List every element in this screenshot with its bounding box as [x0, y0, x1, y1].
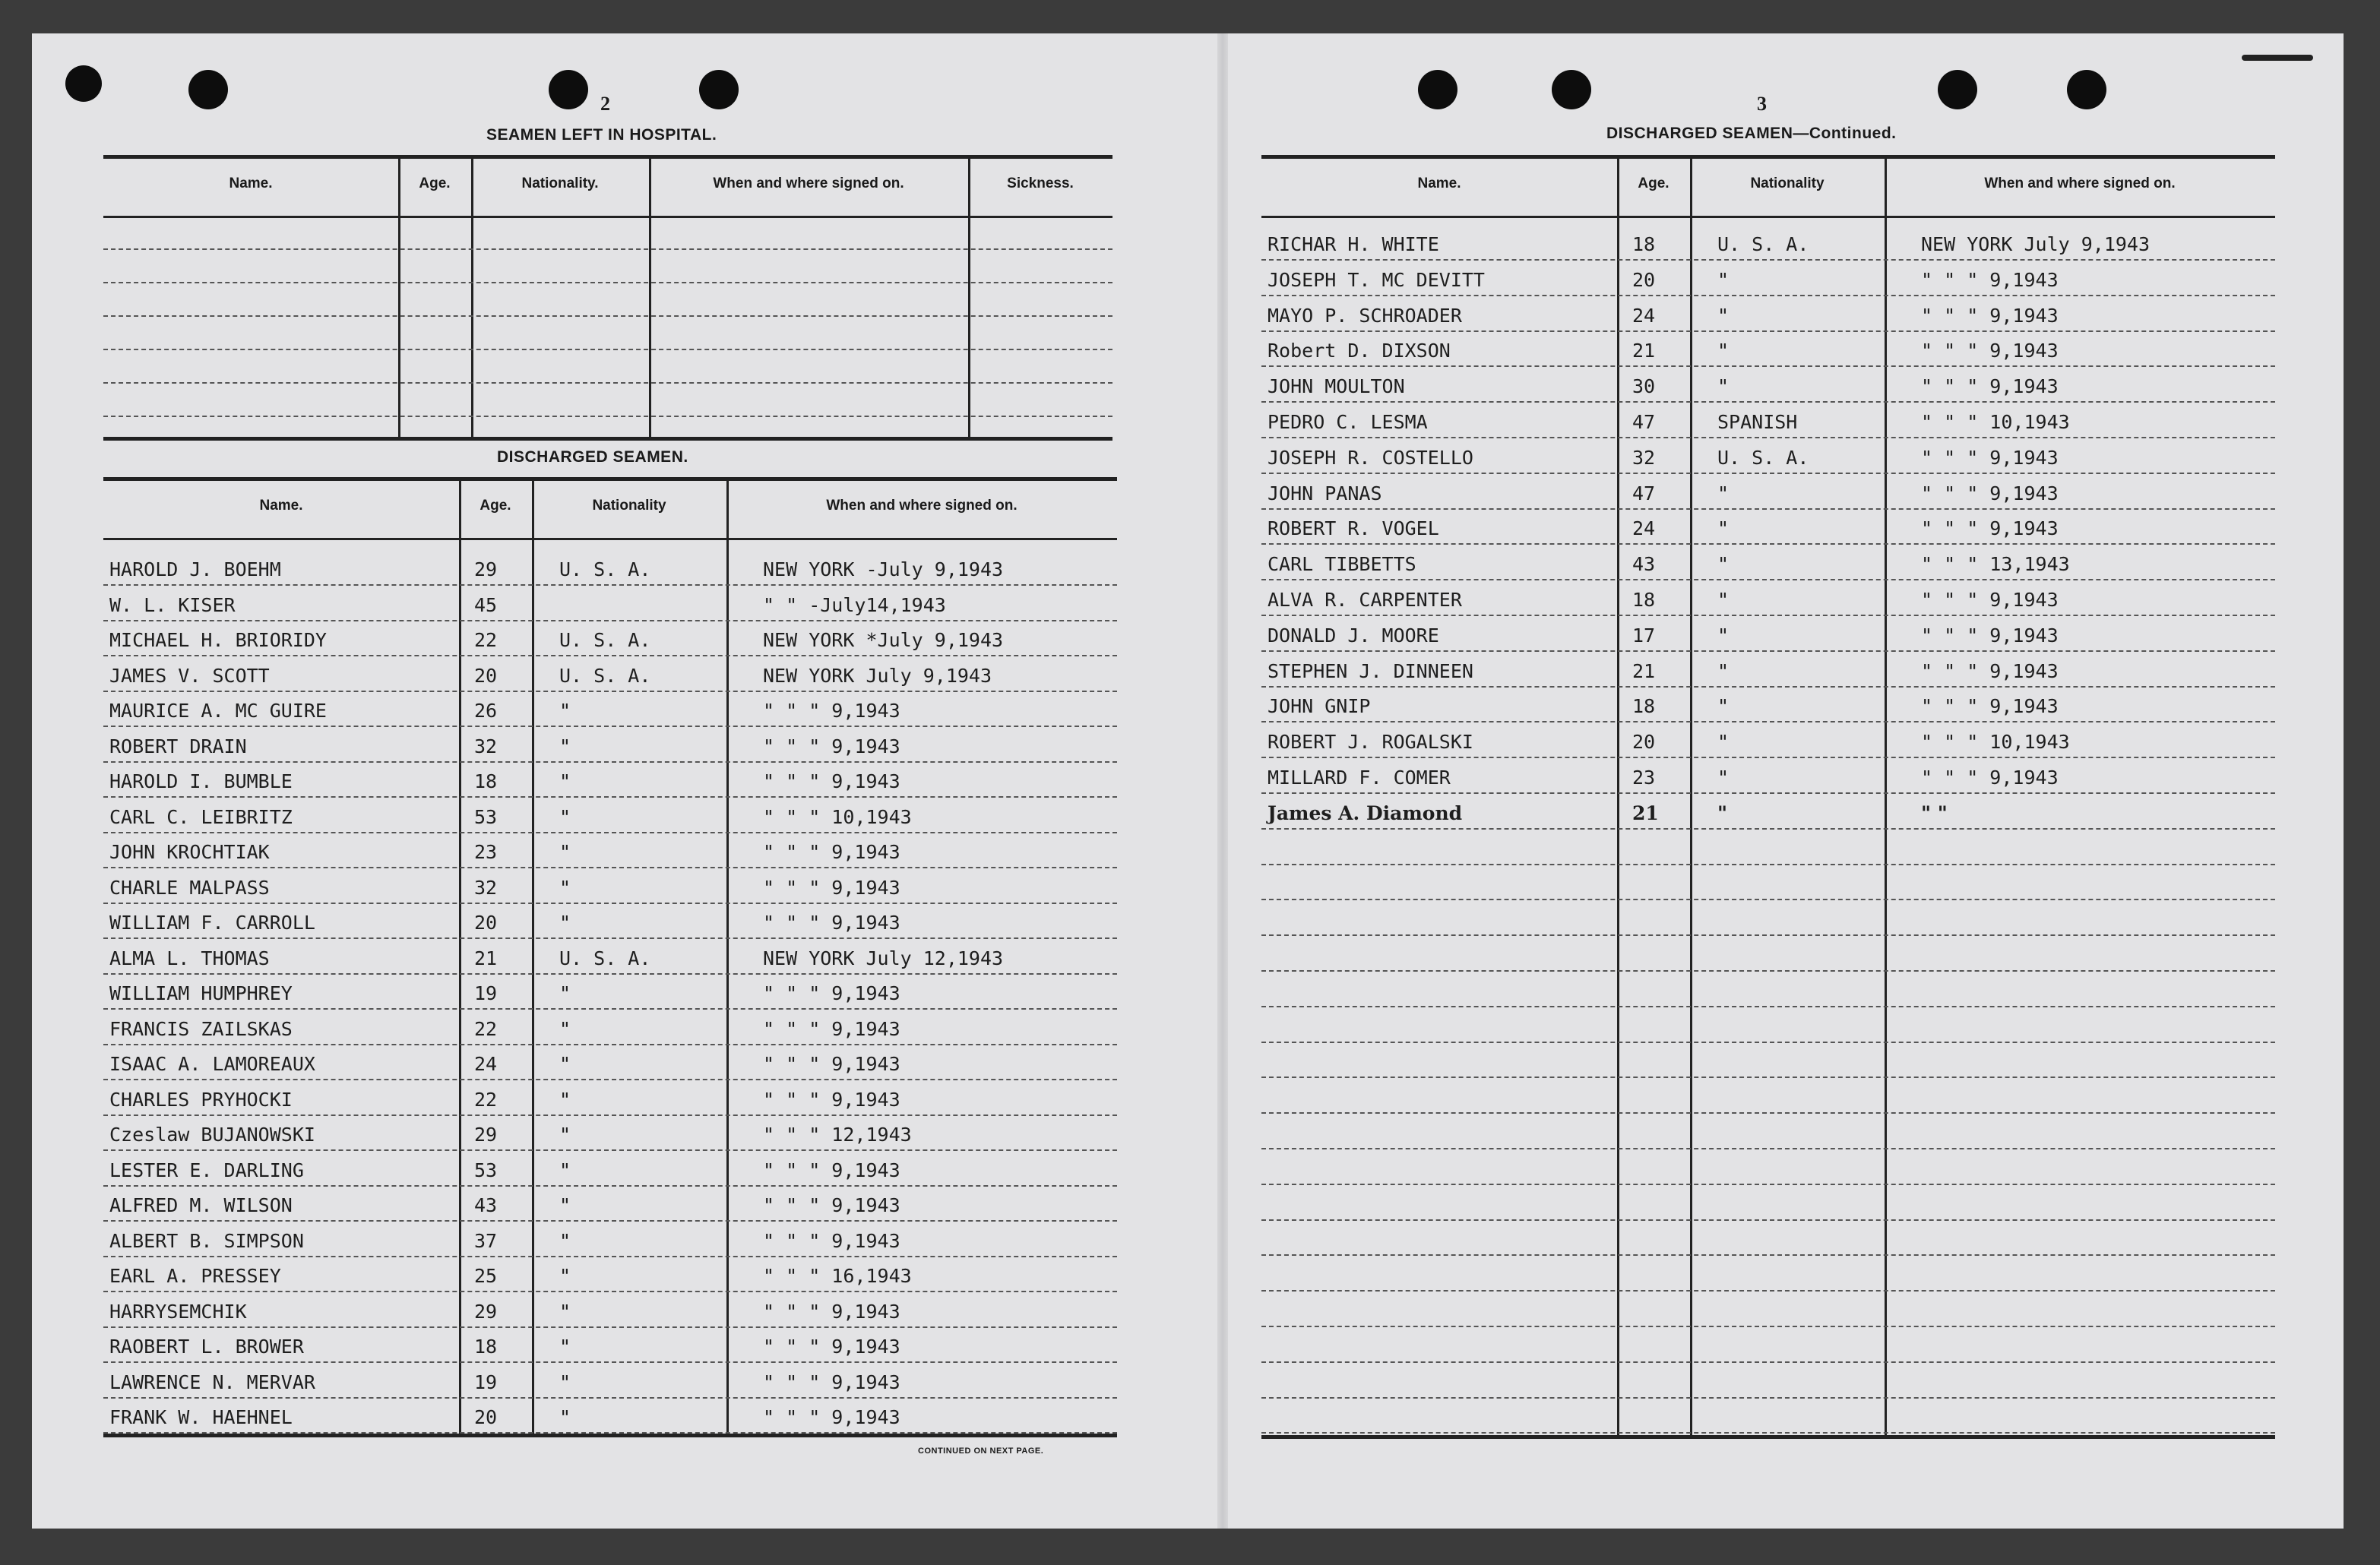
- cell-age: 21: [1632, 801, 1659, 824]
- cell-name: EARL A. PRESSEY: [109, 1265, 281, 1287]
- cell-age: 22: [474, 1088, 498, 1111]
- row-rule: [103, 1361, 1117, 1363]
- cell-nationality: ": [1717, 553, 1730, 576]
- row-rule: [1261, 828, 2275, 830]
- cell-signed: " " " 9,1943: [763, 912, 900, 934]
- cell-signed: " " " 9,1943: [763, 1088, 900, 1111]
- cell-age: 21: [1632, 340, 1656, 362]
- cell-age: 32: [1632, 446, 1656, 469]
- cell-signed: " " " 9,1943: [763, 1159, 900, 1181]
- cell-nationality: ": [1717, 375, 1730, 398]
- cell-nationality: ": [559, 841, 571, 863]
- row-rule: [1261, 615, 2275, 616]
- cell-nationality: U. S. A.: [1717, 446, 1809, 469]
- cell-age: 47: [1632, 411, 1656, 433]
- cell-name: RAOBERT L. BROWER: [109, 1336, 304, 1358]
- row-rule: [1261, 1219, 2275, 1221]
- cell-nationality: ": [559, 735, 571, 757]
- hospital-table: [103, 155, 1112, 441]
- cell-nationality: ": [1717, 340, 1730, 362]
- cell-name: CARL C. LEIBRITZ: [109, 805, 293, 828]
- row-rule: [1261, 757, 2275, 758]
- cell-name: LESTER E. DARLING: [109, 1159, 304, 1181]
- cell-name: ALVA R. CARPENTER: [1268, 589, 1462, 611]
- cell-age: 25: [474, 1265, 498, 1287]
- col-header-age: Age.: [1638, 175, 1669, 191]
- cell-nationality: ": [559, 876, 571, 899]
- cell-nationality: ": [1717, 801, 1728, 824]
- col-header-age: Age.: [419, 175, 451, 191]
- cell-name: JOHN GNIP: [1268, 695, 1371, 718]
- cell-signed: NEW YORK July 9,1943: [1921, 233, 2151, 255]
- cell-age: 18: [1632, 695, 1656, 718]
- punch-hole: [549, 70, 588, 109]
- row-rule: [103, 867, 1117, 868]
- cell-name: FRANK W. HAEHNEL: [109, 1406, 293, 1428]
- row-rule: [1261, 721, 2275, 722]
- cell-signed: " " " 13,1943: [1921, 553, 2070, 576]
- cell-age: 43: [1632, 553, 1656, 576]
- row-rule: [1261, 864, 2275, 865]
- cell-signed: " " " 9,1943: [763, 1300, 900, 1323]
- cell-name: Czeslaw BUJANOWSKI: [109, 1124, 315, 1146]
- punch-hole: [699, 70, 739, 109]
- row-rule: [1261, 295, 2275, 296]
- row-rule: [103, 691, 1117, 692]
- cell-age: 18: [474, 770, 498, 792]
- cell-name: Robert D. DIXSON: [1268, 340, 1451, 362]
- cell-age: 29: [474, 558, 498, 580]
- col-header-name: Name.: [1417, 175, 1461, 191]
- cell-signed: " " " 10,1943: [1921, 411, 2070, 433]
- row-rule: [1261, 1432, 2275, 1434]
- row-rule: [1261, 1326, 2275, 1327]
- row-rule: [103, 620, 1117, 621]
- row-rule: [103, 1256, 1117, 1257]
- cell-signed: " " " 9,1943: [763, 1229, 900, 1252]
- cell-name: JOHN PANAS: [1268, 482, 1382, 504]
- cell-age: 18: [474, 1336, 498, 1358]
- cell-age: 24: [1632, 304, 1656, 327]
- cell-name: MILLARD F. COMER: [1268, 767, 1451, 789]
- row-rule: [103, 1079, 1117, 1080]
- cell-nationality: U. S. A.: [559, 629, 651, 651]
- cell-name: PEDRO C. LESMA: [1268, 411, 1428, 433]
- cell-name: LAWRENCE N. MERVAR: [109, 1371, 315, 1393]
- cell-name: STEPHEN J. DINNEEN: [1268, 659, 1473, 682]
- row-rule: [103, 1114, 1117, 1116]
- cell-name: ROBERT J. ROGALSKI: [1268, 731, 1473, 754]
- cell-age: 24: [1632, 517, 1656, 540]
- cell-nationality: ": [559, 1300, 571, 1323]
- cell-signed: " " " 9,1943: [1921, 517, 2059, 540]
- cell-nationality: ": [559, 1265, 571, 1287]
- row-rule: [103, 761, 1117, 763]
- cell-nationality: ": [1717, 659, 1730, 682]
- cell-signed: " " " 16,1943: [763, 1265, 912, 1287]
- row-rule: [1261, 1184, 2275, 1185]
- cell-nationality: ": [559, 1088, 571, 1111]
- cell-name: ALFRED M. WILSON: [109, 1194, 293, 1216]
- cell-name: WILLIAM HUMPHREY: [109, 982, 293, 1004]
- cell-nationality: ": [559, 1229, 571, 1252]
- cell-age: 30: [1632, 375, 1656, 398]
- cell-signed: " " " 9,1943: [1921, 375, 2059, 398]
- row-rule: [103, 1008, 1117, 1010]
- cell-age: 20: [1632, 268, 1656, 291]
- cell-signed: " " " 9,1943: [763, 982, 900, 1004]
- cell-signed: " " " 9,1943: [1921, 767, 2059, 789]
- cell-nationality: ": [559, 1194, 571, 1216]
- cell-name: James A. Diamond: [1268, 801, 1463, 824]
- cell-signed: " " " 9,1943: [1921, 624, 2059, 647]
- row-rule: [1261, 934, 2275, 936]
- cell-age: 37: [474, 1229, 498, 1252]
- cell-signed: " " " 9,1943: [1921, 268, 2059, 291]
- cell-age: 21: [1632, 659, 1656, 682]
- cell-nationality: ": [1717, 304, 1730, 327]
- cell-age: 45: [474, 593, 498, 616]
- cell-nationality: ": [1717, 767, 1730, 789]
- row-rule: [1261, 970, 2275, 972]
- cell-age: 26: [474, 700, 498, 722]
- cell-name: ROBERT DRAIN: [109, 735, 247, 757]
- row-rule: [1261, 437, 2275, 438]
- cell-nationality: U. S. A.: [559, 947, 651, 969]
- discharged-section-title: DISCHARGED SEAMEN.: [497, 448, 688, 466]
- cell-signed: " " " 10,1943: [1921, 731, 2070, 754]
- row-rule: [103, 903, 1117, 904]
- col-header-nationality: Nationality: [1750, 175, 1825, 191]
- cell-age: 20: [1632, 731, 1656, 754]
- cell-signed: " " " 9,1943: [763, 1336, 900, 1358]
- cell-signed: " " " 9,1943: [763, 841, 900, 863]
- col-header-nationality: Nationality: [592, 498, 666, 514]
- cell-signed: " " " 9,1943: [763, 700, 900, 722]
- cell-name: HAROLD I. BUMBLE: [109, 770, 293, 792]
- cell-age: 19: [474, 1371, 498, 1393]
- cell-name: HARRYSEMCHIK: [109, 1300, 247, 1323]
- cell-age: 29: [474, 1300, 498, 1323]
- cell-age: 32: [474, 735, 498, 757]
- cell-name: ISAAC A. LAMOREAUX: [109, 1053, 315, 1075]
- cell-signed: " " " 9,1943: [763, 1371, 900, 1393]
- punch-hole: [65, 65, 102, 102]
- cell-signed: " " " 9,1943: [1921, 589, 2059, 611]
- page-number-left: 2: [600, 93, 610, 115]
- cell-name: CHARLE MALPASS: [109, 876, 270, 899]
- row-rule: [103, 1220, 1117, 1222]
- cell-signed: " " " 9,1943: [763, 735, 900, 757]
- cell-signed: " " " 9,1943: [763, 1017, 900, 1040]
- cell-age: 24: [474, 1053, 498, 1075]
- cell-signed: " " " 9,1943: [763, 876, 900, 899]
- cell-age: 18: [1632, 589, 1656, 611]
- cell-nationality: ": [1717, 731, 1730, 754]
- cell-signed: " ": [1921, 801, 1948, 824]
- col-header-signed-on: When and where signed on.: [826, 498, 1018, 514]
- cell-signed: " " " 9,1943: [1921, 482, 2059, 504]
- cell-age: 47: [1632, 482, 1656, 504]
- cell-signed: " " " 9,1943: [763, 1194, 900, 1216]
- cell-nationality: ": [559, 1336, 571, 1358]
- cell-name: DONALD J. MOORE: [1268, 624, 1439, 647]
- cell-age: 18: [1632, 233, 1656, 255]
- cell-signed: NEW YORK July 9,1943: [763, 664, 992, 687]
- continued-note: CONTINUED ON NEXT PAGE.: [918, 1446, 1044, 1456]
- page-fold: [1217, 33, 1228, 1529]
- cell-name: ROBERT R. VOGEL: [1268, 517, 1439, 540]
- cell-signed: " " " 9,1943: [763, 1053, 900, 1075]
- discharged-table-right: [1261, 155, 2275, 1439]
- row-rule: [1261, 1361, 2275, 1363]
- row-rule: [1261, 650, 2275, 652]
- col-header-nationality: Nationality.: [521, 175, 599, 191]
- cell-nationality: ": [559, 912, 571, 934]
- row-rule: [1261, 473, 2275, 474]
- col-header-name: Name.: [229, 175, 273, 191]
- row-rule: [1261, 1112, 2275, 1114]
- cell-age: 20: [474, 912, 498, 934]
- cell-signed: " " " 9,1943: [1921, 695, 2059, 718]
- row-rule: [1261, 543, 2275, 545]
- col-header-sickness: Sickness.: [1007, 175, 1074, 191]
- col-header-name: Name.: [259, 498, 303, 514]
- row-rule: [103, 1432, 1117, 1434]
- row-rule: [1261, 1042, 2275, 1043]
- punch-hole: [1418, 70, 1457, 109]
- col-header-age: Age.: [479, 498, 511, 514]
- row-rule: [103, 796, 1117, 798]
- row-rule: [103, 726, 1117, 727]
- row-rule: [1261, 899, 2275, 900]
- cell-age: 20: [474, 664, 498, 687]
- cell-age: 19: [474, 982, 498, 1004]
- cell-signed: " " " 9,1943: [763, 770, 900, 792]
- cell-name: CARL TIBBETTS: [1268, 553, 1416, 576]
- cell-name: CHARLES PRYHOCKI: [109, 1088, 293, 1111]
- cell-nationality: ": [559, 1159, 571, 1181]
- cell-name: MICHAEL H. BRIORIDY: [109, 629, 327, 651]
- row-rule: [1261, 1290, 2275, 1292]
- cell-name: WILLIAM F. CARROLL: [109, 912, 315, 934]
- cell-nationality: ": [559, 1124, 571, 1146]
- discharged-continued-title: DISCHARGED SEAMEN—Continued.: [1606, 125, 1897, 142]
- cell-age: 20: [474, 1406, 498, 1428]
- cell-name: FRANCIS ZAILSKAS: [109, 1017, 293, 1040]
- row-rule: [103, 1185, 1117, 1187]
- cell-age: 17: [1632, 624, 1656, 647]
- discharged-table-header-right: [1261, 159, 2275, 218]
- cell-age: 23: [1632, 767, 1656, 789]
- row-rule: [103, 584, 1117, 586]
- row-rule: [1261, 1077, 2275, 1078]
- discharged-table-header: [103, 481, 1117, 540]
- row-rule: [1261, 1254, 2275, 1256]
- row-rule: [1261, 401, 2275, 403]
- row-rule: [1261, 579, 2275, 580]
- cell-signed: " " " 9,1943: [1921, 446, 2059, 469]
- row-rule: [1261, 686, 2275, 688]
- cell-name: MAYO P. SCHROADER: [1268, 304, 1462, 327]
- cell-nationality: ": [559, 982, 571, 1004]
- hospital-table-header: [103, 159, 1112, 218]
- cell-name: JOHN KROCHTIAK: [109, 841, 270, 863]
- cell-signed: " " " 9,1943: [1921, 340, 2059, 362]
- cell-nationality: SPANISH: [1717, 411, 1798, 433]
- row-rule: [1261, 365, 2275, 367]
- cell-signed: " " " 9,1943: [1921, 659, 2059, 682]
- row-rule: [103, 832, 1117, 833]
- cell-signed: NEW YORK -July 9,1943: [763, 558, 1004, 580]
- punch-hole: [1552, 70, 1591, 109]
- cell-name: HAROLD J. BOEHM: [109, 558, 281, 580]
- cell-nationality: ": [559, 805, 571, 828]
- cell-nationality: ": [1717, 589, 1730, 611]
- row-rule: [1261, 330, 2275, 332]
- cell-age: 43: [474, 1194, 498, 1216]
- ink-mark: [2242, 55, 2313, 61]
- cell-nationality: ": [559, 1017, 571, 1040]
- discharged-table-left: [103, 477, 1117, 1437]
- cell-signed: NEW YORK July 12,1943: [763, 947, 1004, 969]
- cell-age: 22: [474, 1017, 498, 1040]
- row-rule: [103, 1291, 1117, 1292]
- cell-signed: " " " 12,1943: [763, 1124, 912, 1146]
- punch-hole: [2067, 70, 2106, 109]
- col-header-signed-on: When and where signed on.: [713, 175, 904, 191]
- row-rule: [1261, 1006, 2275, 1007]
- row-rule: [103, 1397, 1117, 1399]
- cell-nationality: U. S. A.: [559, 558, 651, 580]
- cell-age: 53: [474, 1159, 498, 1181]
- row-rule: [1261, 792, 2275, 794]
- cell-name: MAURICE A. MC GUIRE: [109, 700, 327, 722]
- cell-nationality: ": [1717, 624, 1730, 647]
- cell-signed: NEW YORK *July 9,1943: [763, 629, 1004, 651]
- punch-hole: [188, 70, 228, 109]
- cell-name: W. L. KISER: [109, 593, 236, 616]
- cell-signed: " " " 10,1943: [763, 805, 912, 828]
- cell-name: JAMES V. SCOTT: [109, 664, 270, 687]
- cell-name: JOHN MOULTON: [1268, 375, 1405, 398]
- row-rule: [1261, 259, 2275, 261]
- row-rule: [1261, 1148, 2275, 1149]
- row-rule: [103, 1326, 1117, 1328]
- cell-nationality: ": [1717, 695, 1730, 718]
- cell-nationality: ": [559, 770, 571, 792]
- cell-age: 23: [474, 841, 498, 863]
- cell-nationality: U. S. A.: [559, 664, 651, 687]
- cell-name: JOSEPH R. COSTELLO: [1268, 446, 1473, 469]
- cell-nationality: U. S. A.: [1717, 233, 1809, 255]
- cell-nationality: ": [559, 1371, 571, 1393]
- row-rule: [1261, 508, 2275, 510]
- cell-nationality: ": [559, 1053, 571, 1075]
- col-header-signed-on: When and where signed on.: [1984, 175, 2176, 191]
- cell-age: 29: [474, 1124, 498, 1146]
- cell-name: ALMA L. THOMAS: [109, 947, 270, 969]
- cell-name: RICHAR H. WHITE: [1268, 233, 1439, 255]
- cell-nationality: ": [1717, 482, 1730, 504]
- cell-signed: " " " 9,1943: [763, 1406, 900, 1428]
- cell-age: 32: [474, 876, 498, 899]
- row-rule: [103, 973, 1117, 975]
- cell-age: 22: [474, 629, 498, 651]
- cell-age: 53: [474, 805, 498, 828]
- cell-signed: " " " 9,1943: [1921, 304, 2059, 327]
- row-rule: [103, 937, 1117, 939]
- cell-nationality: ": [559, 1406, 571, 1428]
- cell-nationality: ": [1717, 517, 1730, 540]
- cell-age: 21: [474, 947, 498, 969]
- page-number-right: 3: [1757, 93, 1767, 115]
- punch-hole: [1938, 70, 1977, 109]
- row-rule: [1261, 1397, 2275, 1399]
- hospital-section-title: SEAMEN LEFT IN HOSPITAL.: [486, 126, 717, 144]
- cell-name: ALBERT B. SIMPSON: [109, 1229, 304, 1252]
- cell-nationality: ": [559, 700, 571, 722]
- row-rule: [103, 1149, 1117, 1151]
- row-rule: [103, 655, 1117, 656]
- cell-nationality: ": [1717, 268, 1730, 291]
- row-rule: [103, 1044, 1117, 1045]
- cell-name: JOSEPH T. MC DEVITT: [1268, 268, 1485, 291]
- cell-signed: " " -July14,1943: [763, 593, 946, 616]
